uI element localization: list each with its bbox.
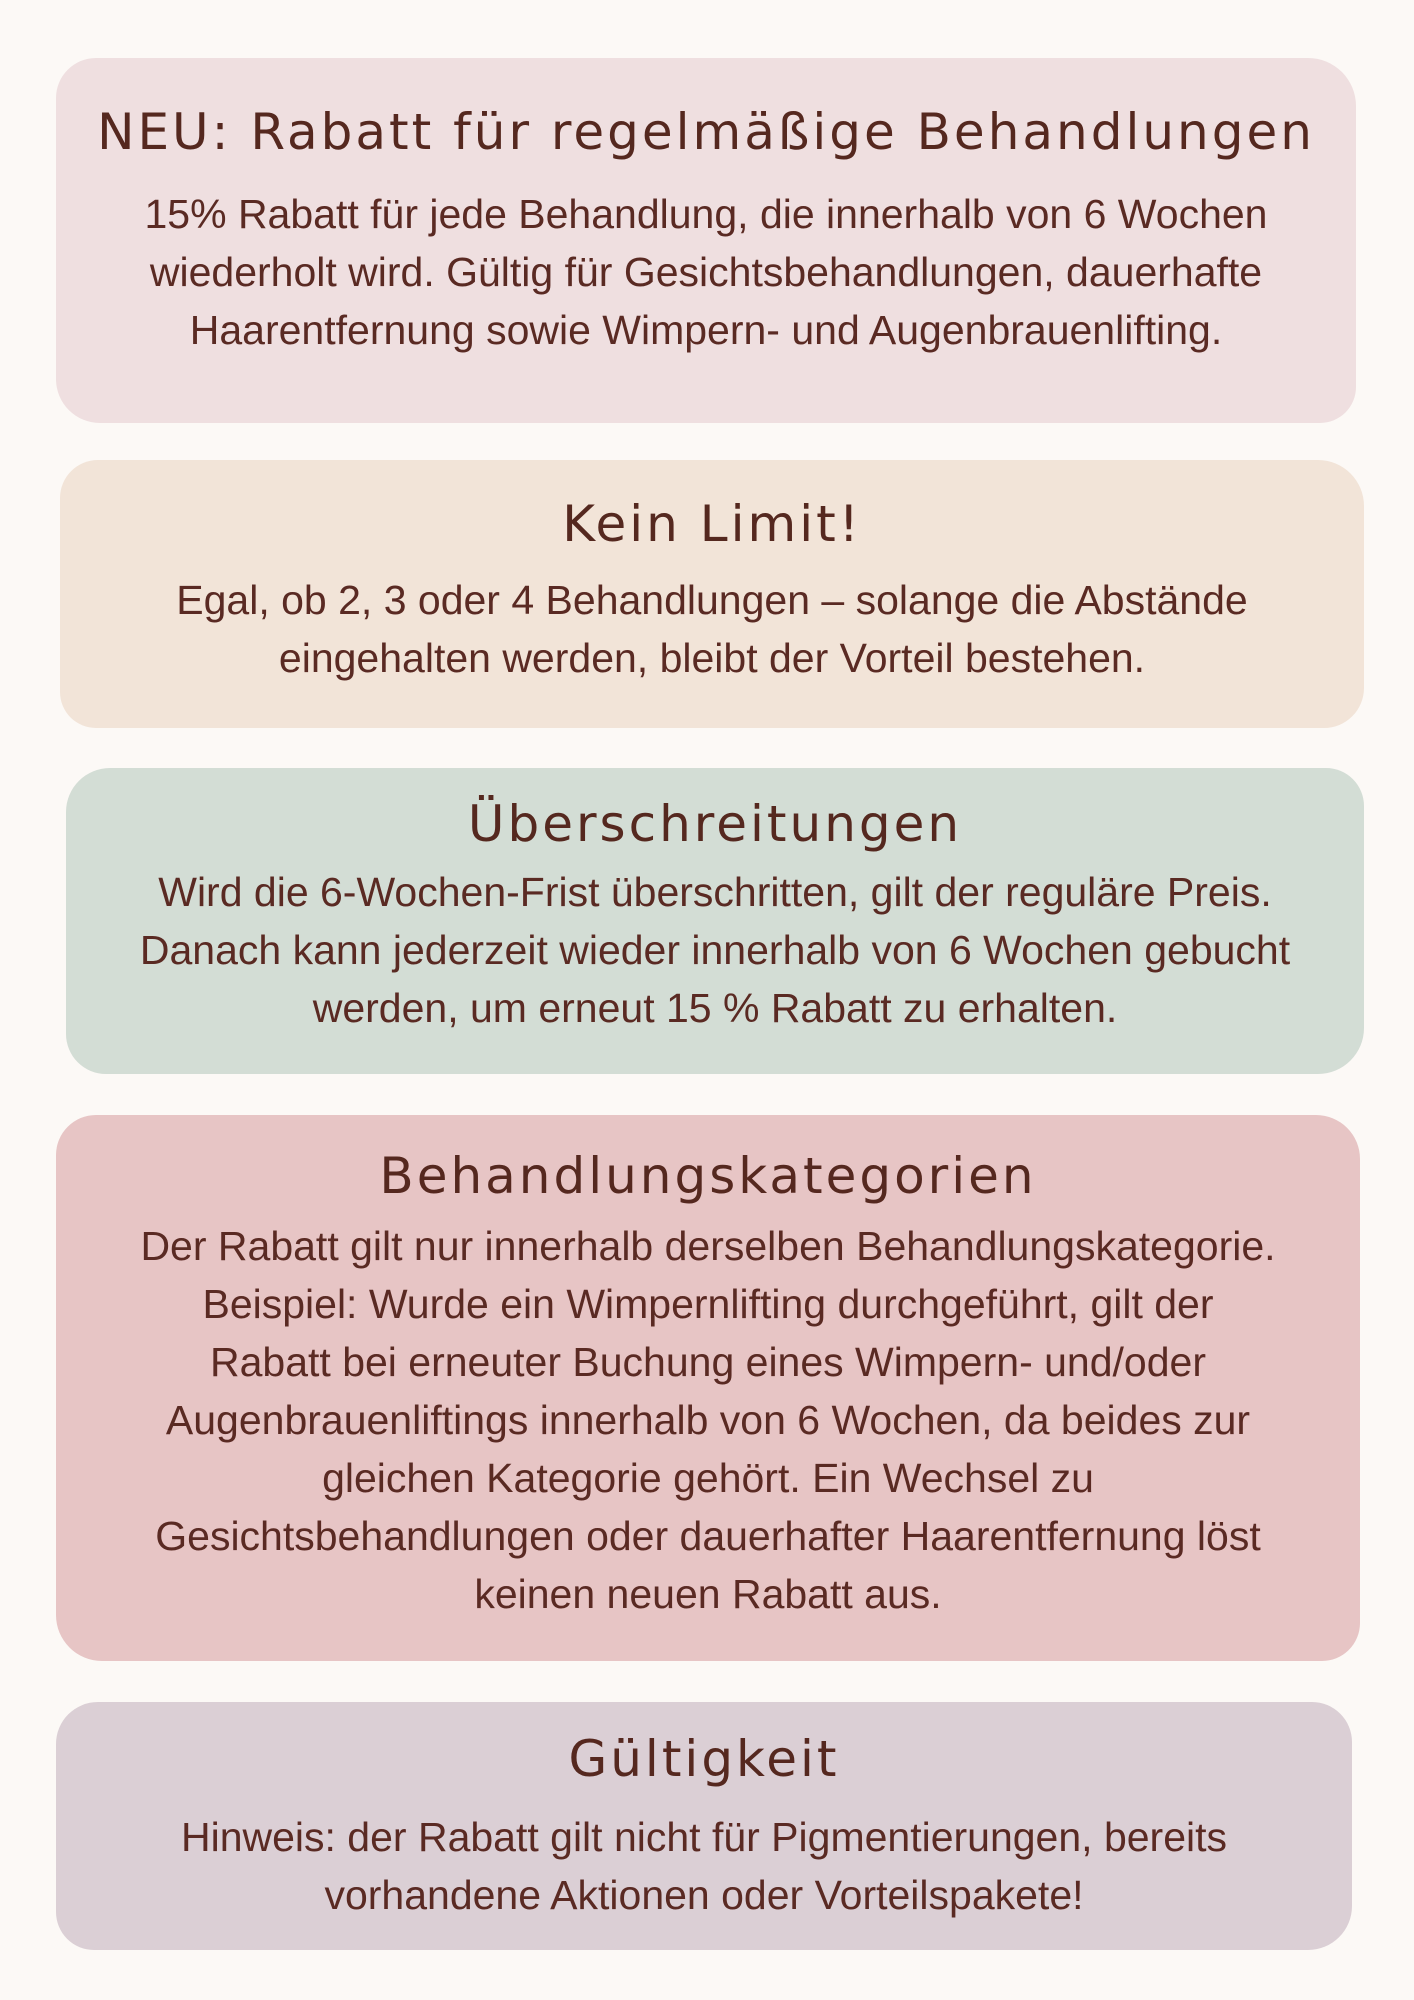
card-body-line: keinen neuen Rabatt aus. bbox=[474, 1571, 942, 1617]
card-body bbox=[56, 1217, 1360, 1623]
card-title: Kein Limit! bbox=[562, 495, 862, 553]
card-title: NEU: Rabatt für regelmäßige Behandlungen bbox=[97, 103, 1315, 161]
card-body-line: Der Rabatt gilt nur innerhalb derselben Behandlungskategorie. bbox=[140, 1223, 1276, 1269]
card-body-line: Augenbrauenliftings innerhalb von 6 Wochen, da beides zur bbox=[165, 1397, 1251, 1443]
card-body-line: 15% Rabatt für jede Behandlung, die innerhalb von 6 Wochen bbox=[144, 191, 1268, 237]
card-body-line: Hinweis: der Rabatt gilt nicht für Pigmentierungen, bereits bbox=[180, 1814, 1228, 1860]
card-body-line: Beispiel: Wurde ein Wimpernlifting durchgeführt, gilt der bbox=[202, 1281, 1214, 1327]
card-body bbox=[60, 571, 1364, 687]
card-body-line: Gesichtsbehandlungen oder dauerhafter Haarentfernung löst bbox=[155, 1513, 1261, 1559]
card-title: Überschreitungen bbox=[467, 795, 963, 853]
card-body-line: eingehalten werden, bleibt der Vorteil bestehen. bbox=[278, 635, 1146, 681]
card-body-line: Wird die 6-Wochen-Frist überschritten, gilt der reguläre Preis. bbox=[158, 869, 1272, 915]
card-body bbox=[66, 863, 1364, 1037]
card-title: Gültigkeit bbox=[568, 1730, 840, 1788]
card-treatment-categories bbox=[56, 1115, 1360, 1661]
card-no-limit bbox=[60, 460, 1364, 728]
card-validity bbox=[56, 1702, 1352, 1950]
card-body-line: Egal, ob 2, 3 oder 4 Behandlungen – solange die Abstände bbox=[176, 577, 1248, 623]
card-exceedances bbox=[66, 768, 1364, 1074]
card-body-line: Rabatt bei erneuter Buchung eines Wimpern- und/oder bbox=[210, 1339, 1206, 1385]
card-body-line: werden, um erneut 15 % Rabatt zu erhalten. bbox=[312, 985, 1118, 1031]
card-body bbox=[56, 1808, 1352, 1924]
card-body-line: vorhandene Aktionen oder Vorteilspakete! bbox=[324, 1872, 1084, 1918]
card-discount-intro bbox=[56, 58, 1356, 423]
card-body-line: wiederholt wird. Gültig für Gesichtsbehandlungen, dauerhafte bbox=[149, 249, 1263, 295]
card-body-line: Danach kann jederzeit wieder innerhalb von 6 Wochen gebucht bbox=[139, 927, 1291, 973]
card-body-line: gleichen Kategorie gehört. Ein Wechsel zu bbox=[322, 1455, 1094, 1501]
card-body bbox=[56, 185, 1356, 359]
card-title: Behandlungskategorien bbox=[379, 1147, 1037, 1205]
card-body-line: Haarentfernung sowie Wimpern- und Augenbrauenlifting. bbox=[189, 307, 1223, 353]
